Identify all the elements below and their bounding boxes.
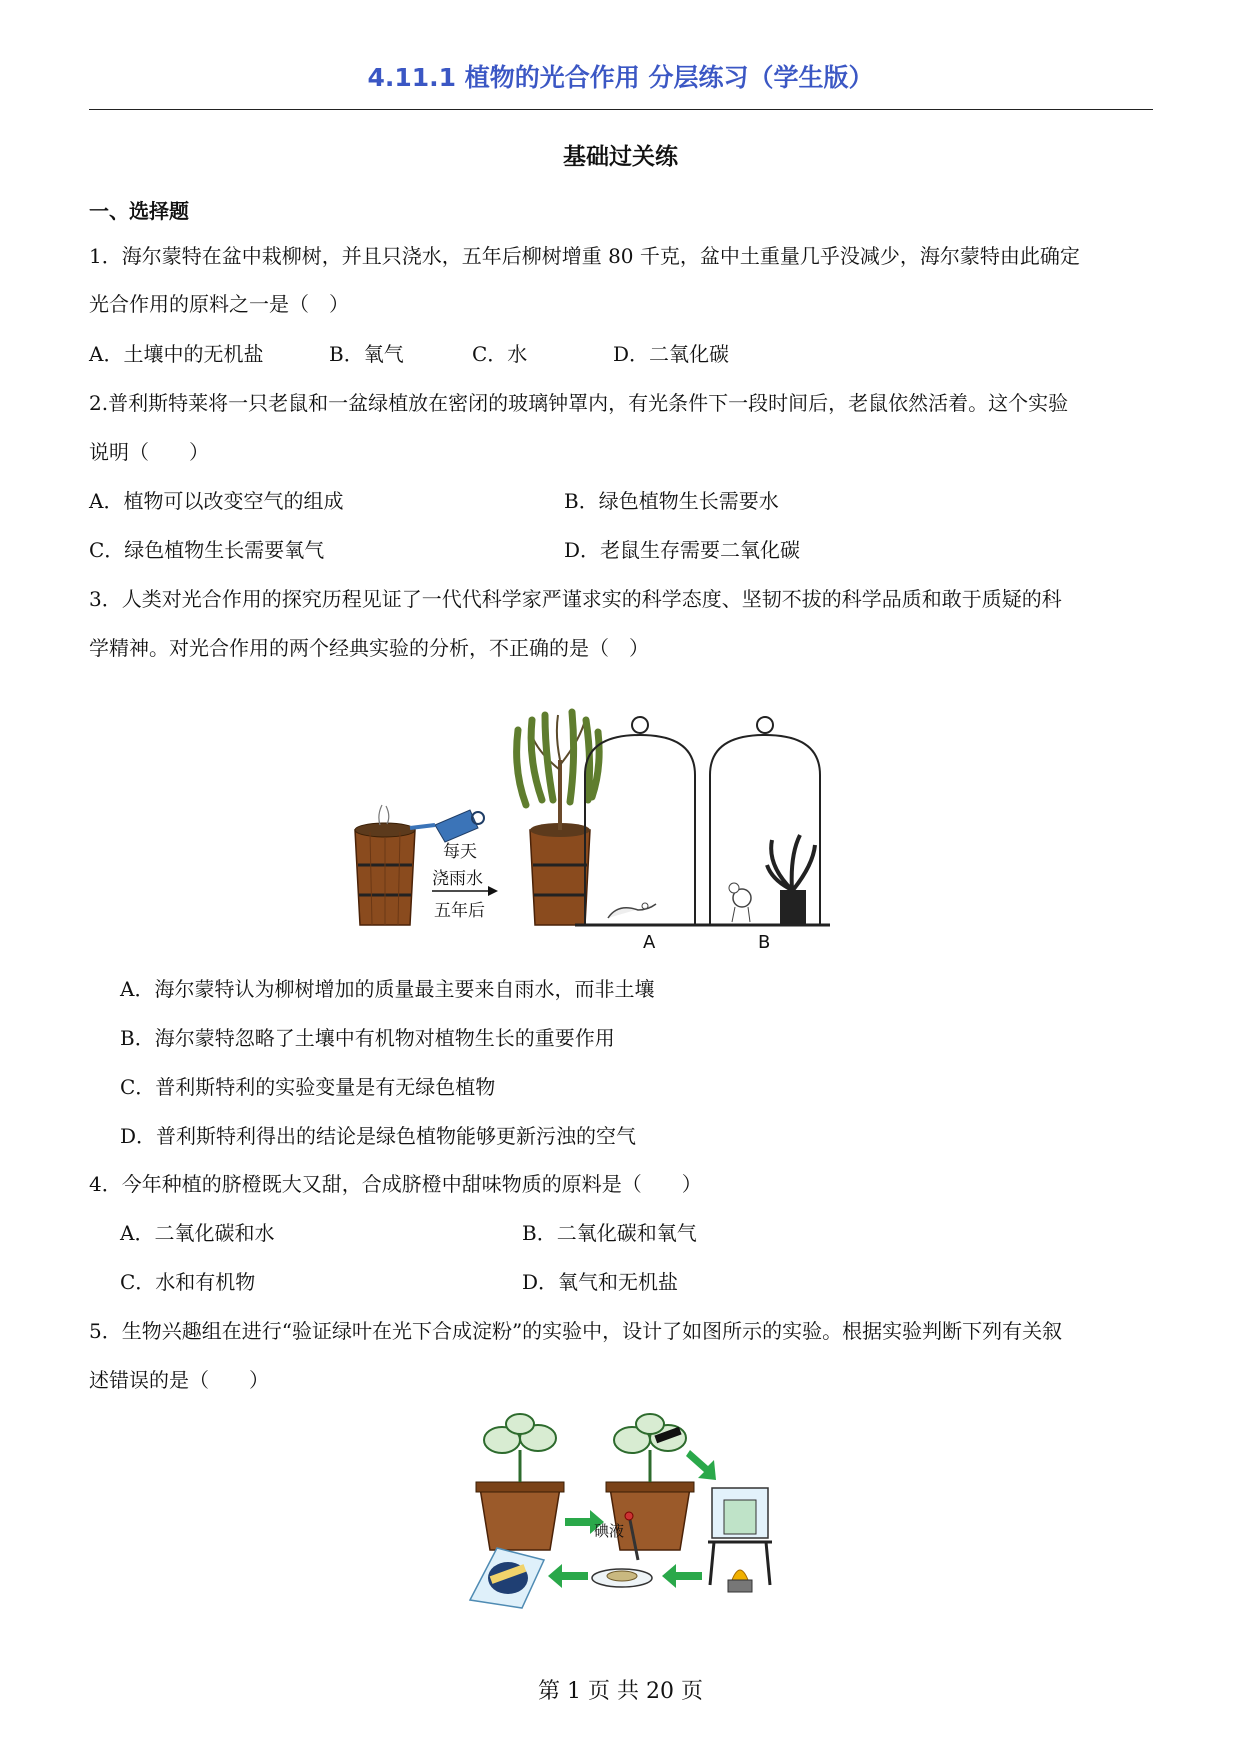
figure-label-iodine: 碘液 (594, 1522, 625, 1540)
potted-plant-icon (476, 1414, 564, 1550)
figure-label-daily: 每天 (443, 842, 477, 862)
figure-label-a: A (643, 932, 656, 950)
q2-stem-line-1: 2.普利斯特莱将一只老鼠和一盆绿植放在密闭的玻璃钟罩内，有光条件下一段时间后，老鼠依然活着。这个实验 (89, 391, 1069, 415)
stained-leaf-icon (470, 1548, 544, 1608)
q1-option-c: C．水 (472, 342, 528, 366)
q3-experiment-figure (340, 700, 900, 950)
q5-stem-line-2: 述错误的是（ ） (89, 1368, 269, 1392)
q4-option-a: A．二氧化碳和水 (120, 1221, 275, 1245)
green-arrow-icon-3 (662, 1564, 702, 1588)
q3-option-d: D．普利斯特利得出的结论是绿色植物能够更新污浊的空气 (120, 1124, 637, 1148)
question-type-heading: 一、选择题 (89, 199, 189, 223)
q3-option-c: C．普利斯特利的实验变量是有无绿色植物 (120, 1075, 496, 1099)
q2-option-b: B．绿色植物生长需要水 (564, 489, 779, 513)
document-title: 4.11.1 植物的光合作用 分层练习（学生版） (367, 63, 874, 92)
q3-stem-line-1: 3．人类对光合作用的探究历程见证了一代代科学家严谨求实的科学态度、坚韧不拔的科学品质和敢于质疑的科 (89, 587, 1062, 611)
q4-option-c: C．水和有机物 (120, 1270, 256, 1294)
bell-jar-b-icon (710, 717, 820, 925)
q2-option-c: C．绿色植物生长需要氧气 (89, 538, 325, 562)
q3-option-a: A．海尔蒙特认为柳树增加的质量最主要来自雨水，而非土壤 (120, 977, 655, 1001)
q1-stem-line-1: 1．海尔蒙特在盆中栽柳树，并且只浇水，五年后柳树增重 80 千克，盆中土重量几乎没减少，海尔蒙特由此确定 (89, 244, 1080, 268)
green-arrow-icon-2 (686, 1450, 716, 1480)
water-bath-heater-icon (708, 1488, 772, 1592)
figure-label-five-years: 五年后 (434, 901, 485, 921)
figure-label-b: B (758, 932, 771, 950)
q4-stem: 4．今年种植的脐橙既大又甜，合成脐橙中甜味物质的原料是（ ） (89, 1172, 702, 1196)
page-footer: 第 1 页 共 20 页 (538, 1679, 703, 1704)
q1-option-d: D．二氧化碳 (613, 342, 730, 366)
q4-option-b: B．二氧化碳和氧气 (522, 1221, 697, 1245)
q5-experiment-figure (462, 1410, 792, 1610)
figure-label-rainwater: 浇雨水 (432, 869, 483, 889)
q1-stem-line-2: 光合作用的原料之一是（ ） (89, 292, 349, 316)
q5-stem-line-1: 5．生物兴趣组在进行“验证绿叶在光下合成淀粉”的实验中，设计了如图所示的实验。根据实验判断下列有关叙 (89, 1319, 1063, 1343)
q2-stem-line-2: 说明（ ） (89, 440, 209, 464)
header-rule (89, 109, 1153, 110)
q3-option-b: B．海尔蒙特忽略了土壤中有机物对植物生长的重要作用 (120, 1026, 615, 1050)
q1-option-b: B．氧气 (329, 342, 404, 366)
willow-tree-icon (517, 712, 600, 925)
q3-stem-line-2: 学精神。对光合作用的两个经典实验的分析，不正确的是（ ） (89, 636, 649, 660)
arrow-head-icon (488, 886, 498, 896)
q1-option-a: A．土壤中的无机盐 (89, 342, 264, 366)
wooden-bucket-icon (355, 805, 415, 925)
green-arrow-icon-4 (548, 1564, 588, 1588)
q4-option-d: D．氧气和无机盐 (522, 1270, 679, 1294)
watering-can-icon (410, 810, 484, 842)
q2-option-a: A．植物可以改变空气的组成 (89, 489, 344, 513)
q2-option-d: D．老鼠生存需要二氧化碳 (564, 538, 801, 562)
section-title: 基础过关练 (563, 144, 678, 170)
